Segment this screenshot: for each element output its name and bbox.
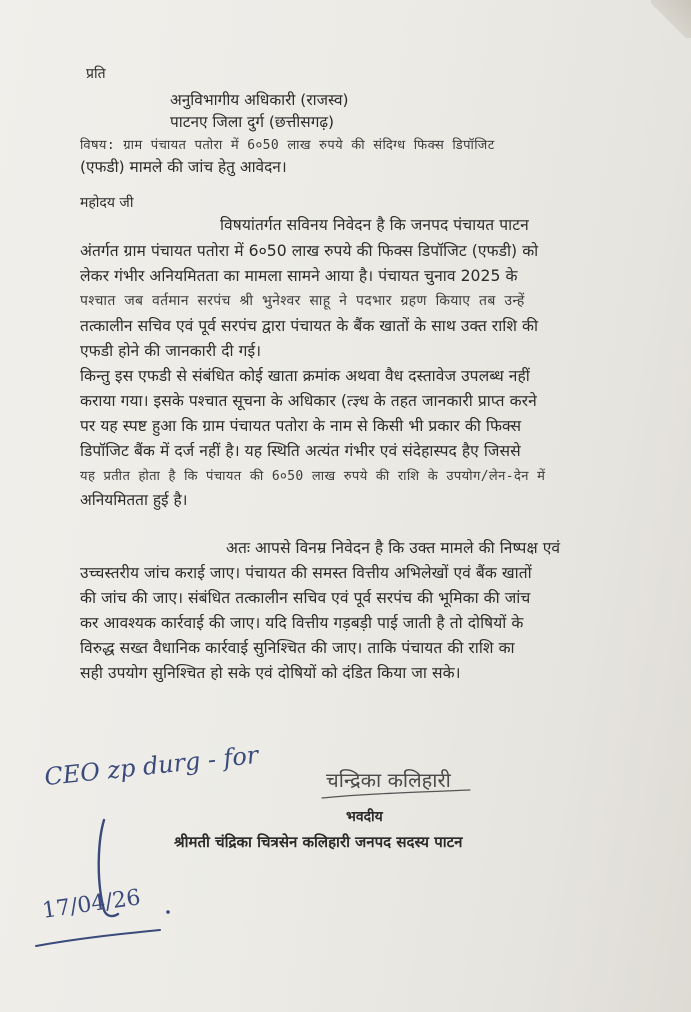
para3-line: की जांच की जाए। संबंधित तत्कालीन सचिव एवं पूर्व सरपंच की भूमिका की जांच xyxy=(80,589,531,607)
handwritten-signature: चन्द्रिका कलिहारी xyxy=(326,768,451,792)
prati-label: प्रति xyxy=(86,66,106,82)
para2-line: यह प्रतीत होता है कि पंचायत की 6०50 लाख रुपये की राशि के उपयोग/लेन-देन में xyxy=(80,469,546,484)
sender-name: श्रीमती चंद्रिका चित्रसेन कलिहारी जनपद सदस्य पाटन xyxy=(174,833,463,851)
para2-line: अनियमितता हुई है। xyxy=(80,491,188,509)
handwritten-date: 17/04/26 xyxy=(40,885,143,924)
para2-line: पर यह स्पष्ट हुआ कि ग्राम पंचायत पतोरा के नाम से किसी भी प्रकार की फिक्स xyxy=(80,417,522,435)
para1-line: लेकर गंभीर अनियमितता का मामला सामने आया है। पंचायत चुनाव 2025 के xyxy=(80,267,518,285)
addressee-line-2: पाटनए जिला दुर्ग (छत्तीसगढ़) xyxy=(170,113,335,131)
para3-line: विरुद्ध सख्त वैधानिक कार्रवाई सुनिश्चित की जाए। ताकि पंचायत की राशि का xyxy=(80,639,515,657)
para2-line: डिपॉजिट बैंक में दर्ज नहीं है। यह स्थिति अत्यंत गंभीर एवं संदेहास्पद हैए जिससे xyxy=(80,442,521,460)
para1-line: तत्कालीन सचिव एवं पूर्व सरपंच द्वारा पंचायत के बैंक खातों के साथ उक्त राशि की xyxy=(80,317,539,335)
para2-line: किन्तु इस एफडी से संबंधित कोई खाता क्रमांक अथवा वैध दस्तावेज उपलब्ध नहीं xyxy=(80,367,530,385)
para1-line: एफडी होने की जानकारी दी गई। xyxy=(80,342,262,360)
addressee-line-1: अनुविभागीय अधिकारी (राजस्व) xyxy=(170,91,349,109)
para3-line: अतः आपसे विनम्र निवेदन है कि उक्त मामले की निष्पक्ष एवं xyxy=(226,539,561,557)
closing-bhavdiya: भवदीय xyxy=(346,809,383,825)
ceo-endorsement: CEO zp durg - for xyxy=(43,740,260,792)
para1-line: विषयांतर्गत सविनय निवेदन है कि जनपद पंचायत पाटन xyxy=(220,216,529,234)
para1-line: पश्चात जब वर्तमान सरपंच श्री भुनेश्वर साहू ने पदभार ग्रहण कियाए तब उन्हें xyxy=(80,293,525,309)
para2-line: कराया गया। इसके पश्चात सूचना के अधिकार (त्ज्ञ्ध के तहत जानकारी प्राप्त करने xyxy=(80,392,537,410)
para3-line: सही उपयोग सुनिश्चित हो सके एवं दोषियों को दंडित किया जा सके। xyxy=(80,664,461,682)
salutation: महोदय जी xyxy=(80,195,134,211)
subject-line-1: विषय: ग्राम पंचायत पतोरा में 6०50 लाख रुपये की संदिग्ध फिक्स डिपॉजिट xyxy=(80,138,495,153)
para3-line: कर आवश्यक कार्रवाई की जाए। यदि वित्तीय गड़बड़ी पाई जाती है तो दोषियों के xyxy=(80,614,524,632)
subject-line-2: (एफडी) मामले की जांच हेतु आवेदन। xyxy=(80,158,287,176)
para3-line: उच्चस्तरीय जांच कराई जाए। पंचायत की समस्त वित्तीय अभिलेखों एवं बैंक खातों xyxy=(80,564,532,582)
para1-line: अंतर्गत ग्राम पंचायत पतोरा में 6०50 लाख रुपये की फिक्स डिपॉजिट (एफडी) को xyxy=(80,242,539,260)
